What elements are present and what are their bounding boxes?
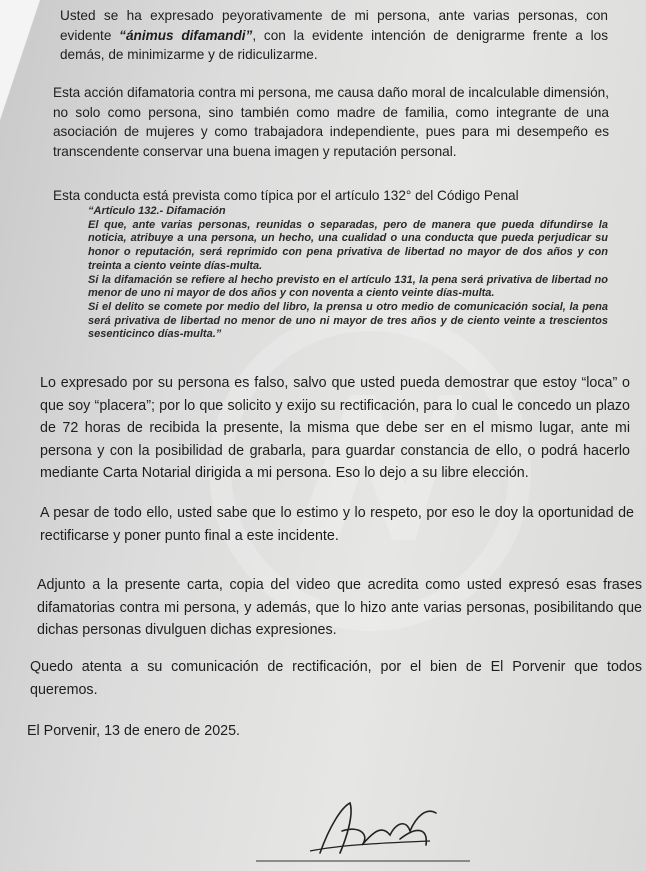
paper-fold-corner — [0, 0, 40, 120]
quote-paragraph-1: El que, ante varias personas, reunidas o separadas, pero de manera que pueda difundirse la noticia, atribuye a una persona, un hecho, una cualidad o una conducta que pueda perjudicar su honor o reputación, será reprimido con pena privativa de libertad no mayor de dos años y con treinta a ciento veinte días-multa. — [88, 218, 608, 272]
quote-paragraph-3: Si el delito se comete por medio del libro, la prensa u otro medio de comunicación social, la pena será privativa de libertad no menor de uno ni mayor de tres años y de ciento veinte a trescientos sesenticinco días-multa.” — [88, 300, 608, 341]
paragraph-4: Lo expresado por su persona es falso, salvo que usted pueda demostrar que estoy “loca” o que soy “placera”; por lo que solicito y exijo su rectificación, para lo cual le concedo un plazo de 72 horas de recibida la presente, la misma que debe ser en el mismo lugar, ante mi persona y con la posibilidad de grabarla, para guardar constancia de ello, o podrá hacerlo mediante Carta Notarial dirigida a mi persona. Eso lo dejo a su libre elección. — [40, 375, 630, 481]
legal-quote-block — [88, 205, 608, 342]
paragraph-6: Adjunto a la presente carta, copia del video que acredita como usted expresó esas frases difamatorias contra mi persona, y además, que lo hizo ante varias personas, posibilitando que dichas personas divulguen dichas expresiones. — [37, 577, 642, 638]
paragraph-2: Esta acción difamatoria contra mi persona, me causa daño moral de incalculable dimensión, no solo como persona, sino también como madre de familia, como integrante de una asociación de mujeres y como trabajadora independiente, pues para mi desempeño es transcendente conservar una buena imagen y reputación personal. — [53, 85, 609, 159]
quote-paragraph-2: Si la difamación se refiere al hecho previsto en el artículo 131, la pena será privativa de libertad no menor de uno ni mayor de dos años y con noventa a ciento veinte días-multa. — [88, 273, 608, 300]
quote-heading: “Artículo 132.- Difamación — [88, 205, 226, 217]
handwritten-signature-icon — [250, 795, 480, 871]
paragraph-1: Usted se ha expresado peyorativamente de mi persona, ante varias personas, con evidente “ánimus difamandi”, con la evidente intención de denigrarme frente a los demás, de minimizarme y de ridiculizarme. — [60, 8, 608, 62]
paragraph-5: A pesar de todo ello, usted sabe que lo estimo y lo respeto, por eso le doy la oportunidad de rectificarse y poner punto final a este incidente. — [40, 505, 634, 544]
paragraph-3-intro: Esta conducta está prevista como típica por el artículo 132° del Código Penal — [53, 188, 519, 203]
latin-phrase: “ánimus difamandi” — [119, 27, 253, 43]
date-line: El Porvenir, 13 de enero de 2025. — [27, 723, 241, 739]
paragraph-7: Quedo atenta a su comunicación de rectificación, por el bien de El Porvenir que todos queremos. — [30, 659, 642, 698]
